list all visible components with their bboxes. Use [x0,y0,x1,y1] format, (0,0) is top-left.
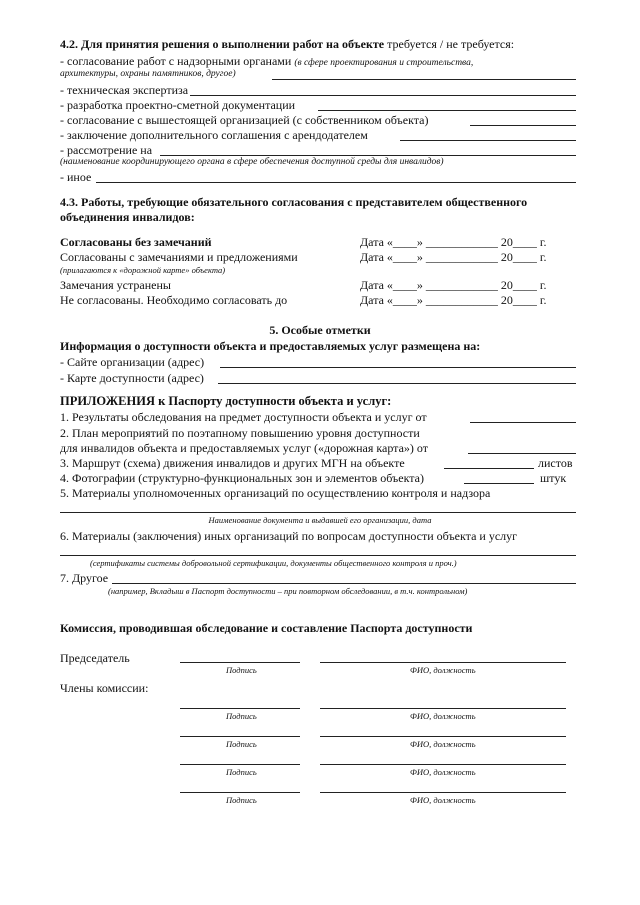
heading-bold: 4.2. Для принятия решения о выполнении работ на объекте [60,37,385,51]
fio-caption: ФИО, должность [410,767,476,777]
appendix-3-line[interactable] [444,468,534,469]
item-review: - рассмотрение на [60,143,153,157]
appendix-5-note: Наименование документа и выдавшей его организации, дата [208,515,432,525]
appendix-5: 5. Материалы уполномоченных организаций по осуществлению контроля и надзора [60,486,491,500]
fill-line-design[interactable] [318,110,576,111]
site-address-label: - Сайте организации (адрес) [60,355,205,369]
appendix-6: 6. Материалы (заключения) иных организаций по вопросам доступности объекта и услуг [60,529,518,543]
item-supervisory [60,55,473,69]
roadmap-note: (прилагаются к «дорожной карте» объекта) [60,265,226,275]
fio-caption: ФИО, должность [410,795,476,805]
approval-row-label: Не согласованы. Необходимо согласовать до [60,293,288,307]
fill-line-other[interactable] [96,182,576,183]
fill-line-expertise[interactable] [190,95,576,96]
member-fio-line[interactable] [320,736,566,737]
appendix-4: 4. Фотографии (структурно-функциональных зон и элементов объекта) [60,471,424,485]
fill-line-review[interactable] [160,155,576,156]
fio-caption: ФИО, должность [410,665,476,675]
member-signature-line[interactable] [180,792,300,793]
section-5-info: Информация о доступности объекта и предоставляемых услуг размещена на: [60,339,481,353]
approval-row-label: Согласованы с замечаниями и предложениями [60,250,298,264]
appendix-3-unit: листов [538,456,573,470]
signature-caption: Подпись [226,665,257,675]
approval-row-date: Дата «____» ____________ 20____ г. [360,235,547,249]
member-fio-line[interactable] [320,764,566,765]
fill-line-agreement[interactable] [400,140,576,141]
item-superior: - согласование с вышестоящей организацией (с собственником объекта) [60,113,429,127]
item-design: - разработка проектно-сметной документации [60,98,296,112]
appendix-2-line[interactable] [468,453,576,454]
fio-caption: ФИО, должность [410,739,476,749]
appendix-7: 7. Другое [60,571,109,585]
member-signature-line[interactable] [180,736,300,737]
fio-caption: ФИО, должность [410,711,476,721]
item-expertise: - техническая экспертиза [60,83,189,97]
map-address-label: - Карте доступности (адрес) [60,371,204,385]
approval-row-date: Дата «____» ____________ 20____ г. [360,293,547,307]
approval-row-label: Согласованы без замечаний [60,235,212,249]
approval-row-date: Дата «____» ____________ 20____ г. [360,250,547,264]
item-agreement: - заключение дополнительного соглашения с арендодателем [60,128,368,142]
chair-fio-line[interactable] [320,662,566,663]
members-label: Члены комиссии: [60,681,149,695]
review-note: (наименование координирующего органа в сфере обеспечения доступной среды для инвалидов) [60,157,444,167]
section-4-2-heading [60,38,514,50]
appendix-2: 2. План мероприятий по поэтапному повышению уровня доступности [60,426,420,440]
appendix-5-line[interactable] [60,512,576,513]
appendix-6-line[interactable] [60,555,576,556]
member-fio-line[interactable] [320,708,566,709]
appendix-3: 3. Маршрут (схема) движения инвалидов и других МГН на объекте [60,456,405,470]
signature-caption: Подпись [226,711,257,721]
item-supervisory-label: - согласование работ с надзорными органами [60,54,292,68]
member-signature-line[interactable] [180,708,300,709]
signature-caption: Подпись [226,739,257,749]
item-other: - иное [60,170,92,184]
appendix-2-cont: для инвалидов объекта и предоставляемых услуг («дорожная карта») от [60,441,428,455]
signature-caption: Подпись [226,795,257,805]
item-supervisory-note: (в сфере проектирования и строительства, [294,58,474,68]
appendix-1: 1. Результаты обследования на предмет доступности объекта и услуг от [60,410,427,424]
item-supervisory-note2: архитектуры, охраны памятников, другое) [60,69,236,79]
site-address-line[interactable] [220,367,576,368]
fill-line-supervisory[interactable] [272,79,576,80]
signature-caption: Подпись [226,767,257,777]
map-address-line[interactable] [218,383,576,384]
approval-row-label: Замечания устранены [60,278,171,292]
appendix-7-line[interactable] [112,583,576,584]
section-5-title: 5. Особые отметки [269,323,371,337]
heading-suffix: требуется / не требуется: [387,37,515,51]
fill-line-superior[interactable] [470,125,576,126]
chair-label: Председатель [60,651,130,665]
appendix-4-unit: штук [540,471,567,485]
appendix-4-line[interactable] [464,483,534,484]
appendix-6-note: (сертификаты системы добровольной сертификации, документы общественного контроля и проч.) [90,558,457,568]
approval-row-date: Дата «____» ____________ 20____ г. [360,278,547,292]
chair-signature-line[interactable] [180,662,300,663]
commission-title: Комиссия, проводившая обследование и составление Паспорта доступности [60,621,473,635]
member-signature-line[interactable] [180,764,300,765]
appendices-title: ПРИЛОЖЕНИЯ к Паспорту доступности объекта и услуг: [60,394,392,408]
appendix-7-note: (например, Вкладыш в Паспорт доступности – при повторном обследовании, в т.ч. контрольном) [108,586,468,596]
appendix-1-line[interactable] [470,422,576,423]
section-4-3-heading-line2: объединения инвалидов: [60,210,195,224]
member-fio-line[interactable] [320,792,566,793]
section-4-3-heading-line1: 4.3. Работы, требующие обязательного согласования с представителем общественного [60,195,528,209]
